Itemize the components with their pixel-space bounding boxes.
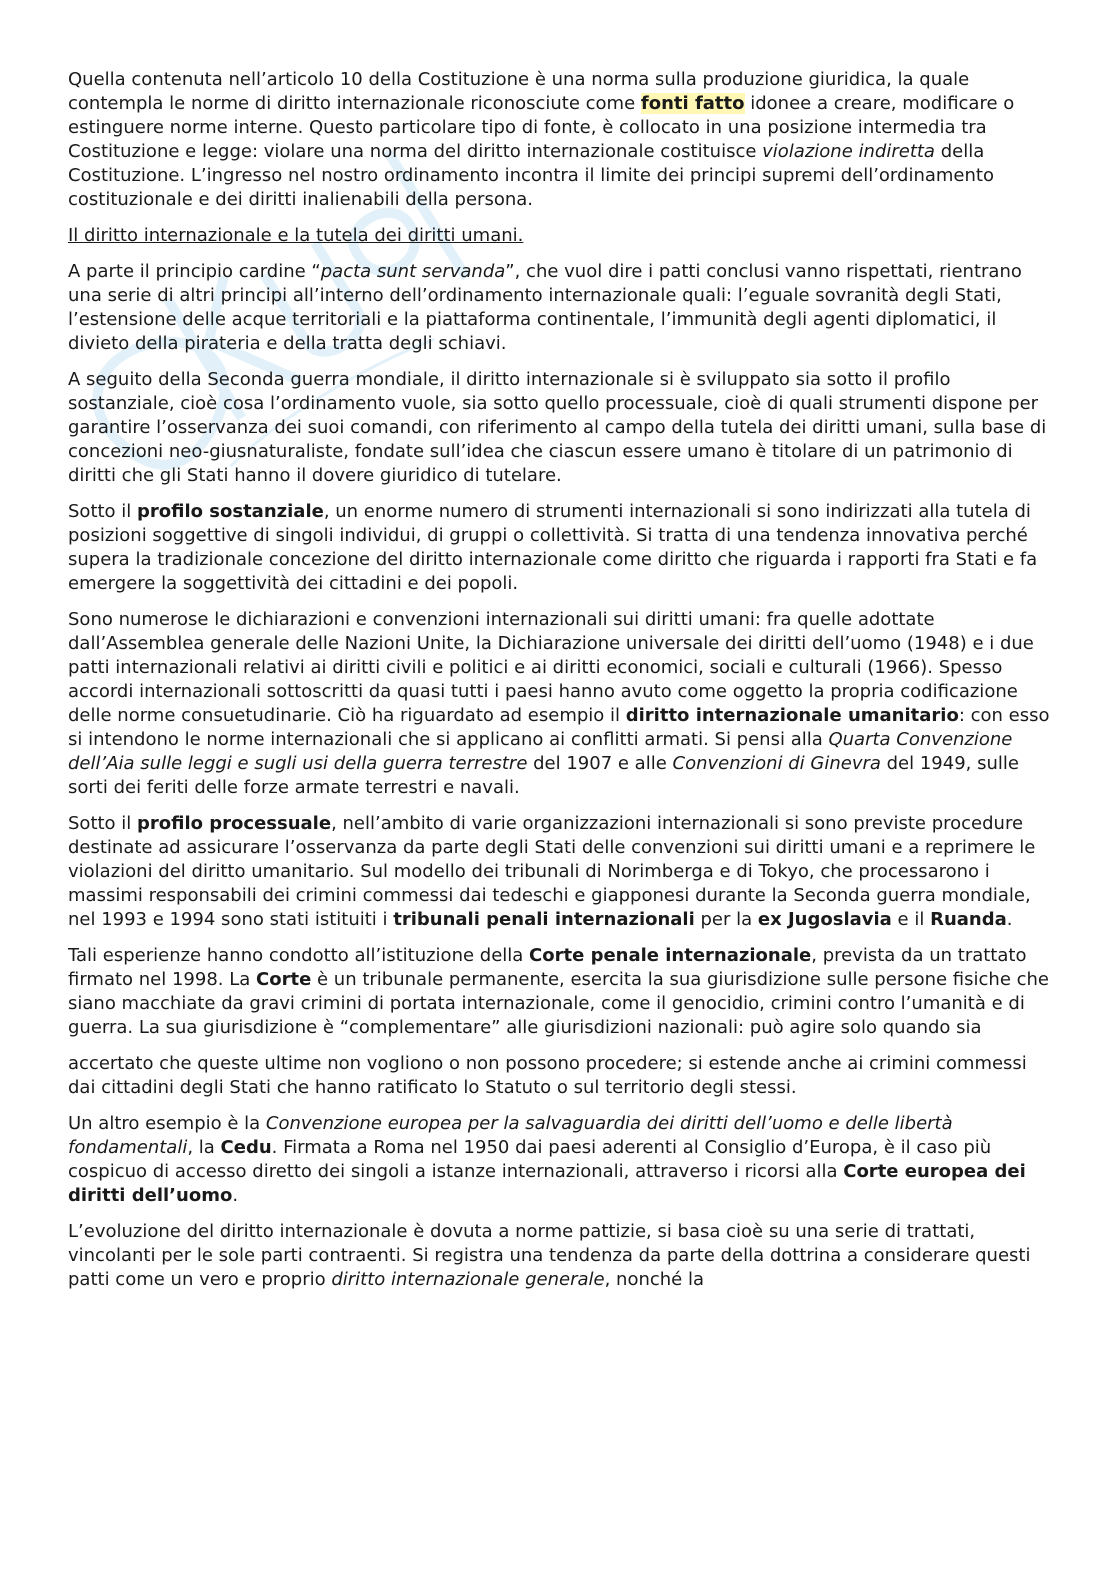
document-body — [68, 68, 1058, 1304]
paragraph-3: A seguito della Seconda guerra mondiale, il diritto internazionale si è sviluppato sia sotto il profilo sostanziale, cioè cosa l’ordinamento vuole, sia sotto quello processuale, cioè di quali strumenti dispone per garantire l’osservanza dei suoi comandi, con riferimento al campo della tutela dei diritti umani, sulla base di concezioni neo-giusnaturaliste, fondate sull’idea che ciascun essere umano è titolare di un patrimonio di diritti che gli Stati hanno il dovere giuridico di tutelare. — [68, 369, 1047, 486]
text-run: , prevista da un trattato firmato nel 1998. La — [68, 945, 1027, 990]
paragraph-10 — [68, 1220, 1058, 1292]
text-run: Sotto il — [68, 501, 138, 522]
text-run: , nonché la — [604, 1269, 704, 1290]
text-run: Tali esperienze hanno condotto all’istituzione della — [68, 945, 530, 966]
text-run: è un tribunale permanente, esercita la sua giurisdizione sulle persone fisiche che siano macchiate da gravi crimini di portata internazionale, come il genocidio, crimini contro l’umanità e di guerra. La sua giurisdizione è “complementare” alle giurisdizioni nazionali: può agire solo quando sia — [68, 969, 1049, 1038]
text-run: della Costituzione. L’ingresso nel nostro ordinamento incontra il limite dei principi supremi dell’ordinamento costituzionale e dei diritti inalienabili della persona. — [68, 141, 994, 210]
text-run: . Firmata a Roma nel 1950 dai paesi aderenti al Consiglio d’Europa, è il caso più cospicuo di accesso diretto dei singoli a istanze internazionali, attraverso i ricorsi alla — [68, 1137, 992, 1182]
bold-term-corte-penale: Corte penale internazionale — [529, 945, 812, 966]
text-run: . — [1006, 909, 1013, 930]
text-run: del 1949, sulle sorti dei feriti delle forze armate terrestri e navali. — [68, 753, 1019, 798]
text-run: e il — [891, 909, 931, 930]
bold-term-corte: Corte — [256, 969, 312, 990]
italic-term-convenzione-europea: Convenzione europea per la salvaguardia dei diritti dell’uomo e delle libertà fondamentali — [68, 1113, 953, 1158]
text-run: L’evoluzione del diritto internazionale è dovuta a norme pattizie, si basa cioè su una serie di trattati, vincolanti per le sole parti contraenti. Si registra una tendenza da parte della dottrina a considerare questi patti come un vero e proprio — [68, 1221, 1031, 1290]
paragraph-2 — [68, 260, 1058, 356]
section-heading: Il diritto internazionale e la tutela dei diritti umani. — [68, 225, 524, 246]
text-run: del 1907 e alle — [527, 753, 673, 774]
bold-term-ex-jugoslavia: ex Jugoslavia — [757, 909, 892, 930]
text-run: Un altro esempio è la — [68, 1113, 266, 1134]
text-run: Sono numerose le dichiarazioni e convenzioni internazionali sui diritti umani: fra quelle adottate dall’Assemblea generale delle Nazioni Unite, la Dichiarazione universale dei diritti dell’uomo (1948) e i due patti internazionali relativi ai diritti civili e politici e ai diritti economici, sociali e culturali (1966). Spesso accordi internazionali sottoscritti da quasi tutti i paesi hanno avuto come oggetto la propria codificazione delle norme consuetudinarie. Ciò ha riguardato ad esempio il — [68, 609, 1034, 726]
bold-term-fonti-fatto: fonti fatto — [640, 93, 745, 114]
text-run: . — [232, 1185, 239, 1206]
italic-term-pacta-sunt-servanda: pacta sunt servanda — [320, 261, 506, 282]
paragraph-1 — [68, 68, 1058, 212]
bold-term-profilo-sostanziale: profilo sostanziale — [137, 501, 324, 522]
text-run: Quella contenuta nell’articolo 10 della Costituzione è una norma sulla produzione giuridica, la quale contempla le norme di diritto internazionale riconosciute come — [68, 69, 970, 114]
paragraph-8: accertato che queste ultime non vogliono o non possono procedere; si estende anche ai crimini commessi dai cittadini degli Stati che hanno ratificato lo Statuto o sul territorio degli stessi. — [68, 1053, 1027, 1098]
text-run: Sotto il — [68, 813, 138, 834]
text-run: ”, che vuol dire i patti conclusi vanno rispettati, rientrano una serie di altri principi all’interno dell’ordinamento internazionale quali: l’eguale sovranità degli Stati, l’estensione delle acque territoriali e la piattaforma continentale, l’immunità degli agenti diplomatici, il divieto della pirateria e della tratta degli schiavi. — [68, 261, 1022, 354]
bold-term-tribunali-penali: tribunali penali internazionali — [393, 909, 695, 930]
italic-term-diritto-generale: diritto internazionale generale — [331, 1269, 605, 1290]
paragraph-6 — [68, 812, 1058, 932]
bold-term-ruanda: Ruanda — [930, 909, 1007, 930]
text-run: : con esso si intendono le norme internazionali che si applicano ai conflitti armati. Si pensi alla — [68, 705, 1050, 750]
text-run: idonee a creare, modificare o estinguere norme interne. Questo particolare tipo di fonte, è collocato in una posizione intermedia tra Costituzione e legge: violare una norma del diritto internazionale costituisce — [68, 93, 1015, 162]
bold-term-diritto-umanitario: diritto internazionale umanitario — [625, 705, 959, 726]
paragraph-5 — [68, 608, 1058, 800]
bold-term-corte-europea: Corte europea dei diritti dell’uomo — [68, 1161, 1026, 1206]
italic-term-violazione-indiretta: violazione indiretta — [762, 141, 935, 162]
text-run: A parte il principio cardine “ — [68, 261, 321, 282]
italic-term-convenzioni-ginevra: Convenzioni di Ginevra — [672, 753, 881, 774]
italic-term-convenzione-aia: Quarta Convenzione dell’Aia sulle leggi e sugli usi della guerra terrestre — [68, 729, 1013, 774]
text-run: , un enorme numero di strumenti internazionali si sono indirizzati alla tutela di posizioni soggettive di singoli individui, di gruppi o collettività. Si tratta di una tendenza innovativa perché supera la tradizionale concezione del diritto internazionale come diritto che riguarda i rapporti fra Stati e fa emergere la soggettività dei cittadini e dei popoli. — [68, 501, 1038, 594]
bold-term-profilo-processuale: profilo processuale — [137, 813, 332, 834]
text-run: , la — [187, 1137, 221, 1158]
bold-term-cedu: Cedu — [220, 1137, 272, 1158]
text-run: , nell’ambito di varie organizzazioni internazionali si sono previste procedure destinate ad assicurare l’osservanza da parte degli Stati delle convenzioni sui diritti umani e a reprimere le violazioni del diritto umanitario. Sul modello dei tribunali di Norimberga e di Tokyo, che processarono i massimi responsabili dei crimini commessi dai tedeschi e giapponesi durante la Seconda guerra mondiale, nel 1993 e 1994 sono stati istituiti i — [68, 813, 1036, 930]
paragraph-4 — [68, 500, 1058, 596]
paragraph-9 — [68, 1112, 1058, 1208]
paragraph-7 — [68, 944, 1058, 1040]
text-run: per la — [694, 909, 758, 930]
